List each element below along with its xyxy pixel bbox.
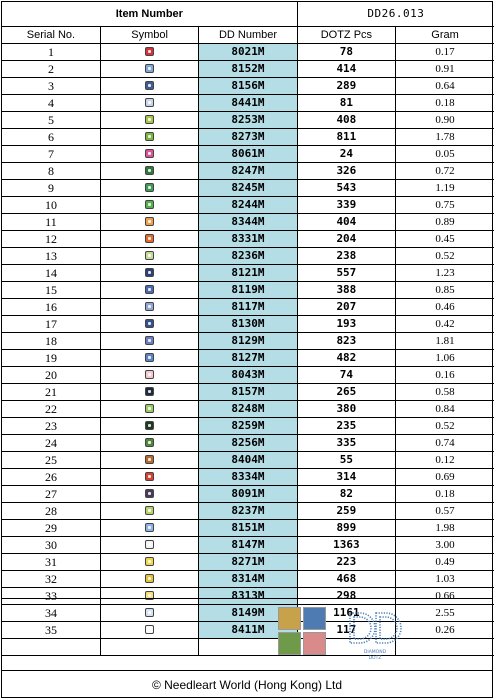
gram-cell: 1.19: [396, 180, 494, 197]
table-row: [2, 571, 494, 588]
dotz-pcs-cell: 326: [297, 163, 395, 180]
color-symbol-icon: [145, 132, 154, 141]
color-symbol-icon: [145, 234, 154, 243]
column-header-serial: Serial No.: [2, 27, 100, 44]
table-row: [2, 452, 494, 469]
table-row: [2, 520, 494, 537]
color-symbol-icon: [145, 438, 154, 447]
color-symbol-icon: [145, 47, 154, 56]
dotz-pcs-cell: 414: [297, 61, 395, 78]
dotz-pcs-cell: 82: [297, 486, 395, 503]
dotz-pcs-cell: 204: [297, 231, 395, 248]
dd-number-cell: 8091M: [199, 486, 297, 503]
serial-number-cell: 32: [2, 571, 100, 588]
dotz-pcs-cell: 557: [297, 265, 395, 282]
table-row: [2, 214, 494, 231]
thumbnail-image: [303, 632, 326, 655]
dotz-pcs-cell: 81: [297, 95, 395, 112]
dd-number-cell: 8411M: [199, 622, 297, 639]
gram-cell: 0.64: [396, 78, 494, 95]
dotz-pcs-cell: 235: [297, 418, 395, 435]
gram-cell: 0.57: [396, 503, 494, 520]
serial-number-cell: 4: [2, 95, 100, 112]
color-chart-table: [2, 2, 494, 656]
gram-cell: 0.49: [396, 554, 494, 571]
serial-number-cell: 8: [2, 163, 100, 180]
dd-number-cell: 8404M: [199, 452, 297, 469]
serial-number-cell: 22: [2, 401, 100, 418]
dotz-pcs-cell: 298: [297, 588, 395, 605]
color-symbol-icon: [145, 251, 154, 260]
symbol-cell: [100, 452, 198, 469]
serial-number-cell: 13: [2, 248, 100, 265]
gram-cell: 1.81: [396, 333, 494, 350]
artwork-thumbnails: [278, 607, 326, 655]
gram-cell: 0.90: [396, 112, 494, 129]
serial-number-cell: 27: [2, 486, 100, 503]
symbol-cell: [100, 571, 198, 588]
color-symbol-icon: [145, 574, 154, 583]
color-chart-sheet: [1, 1, 493, 698]
thumbnail-image: [278, 632, 301, 655]
gram-cell: 0.18: [396, 486, 494, 503]
logo-brand-text: DIAMOND: [363, 650, 387, 655]
dotz-pcs-cell: 335: [297, 435, 395, 452]
symbol-cell: [100, 435, 198, 452]
gram-cell: 0.85: [396, 282, 494, 299]
dd-number-cell: 8247M: [199, 163, 297, 180]
table-row: [2, 61, 494, 78]
dd-number-cell: 8147M: [199, 537, 297, 554]
serial-number-cell: 25: [2, 452, 100, 469]
color-symbol-icon: [145, 183, 154, 192]
dd-number-cell: 8151M: [199, 520, 297, 537]
color-symbol-icon: [145, 353, 154, 362]
color-symbol-icon: [145, 404, 154, 413]
serial-number-cell: 29: [2, 520, 100, 537]
color-symbol-icon: [145, 166, 154, 175]
serial-number-cell: 35: [2, 622, 100, 639]
item-number-value: DD26.013: [297, 2, 494, 27]
dotz-pcs-cell: 289: [297, 78, 395, 95]
dd-number-cell: 8130M: [199, 316, 297, 333]
symbol-cell: [100, 299, 198, 316]
dotz-pcs-cell: 259: [297, 503, 395, 520]
color-symbol-icon: [145, 302, 154, 311]
table-row: [2, 78, 494, 95]
symbol-cell: [100, 350, 198, 367]
table-row: [2, 248, 494, 265]
dd-number-cell: 8127M: [199, 350, 297, 367]
serial-number-cell: 10: [2, 197, 100, 214]
dd-number-cell: 8344M: [199, 214, 297, 231]
gram-cell: 3.00: [396, 537, 494, 554]
serial-number-cell: 28: [2, 503, 100, 520]
dd-number-cell: 8021M: [199, 44, 297, 61]
serial-number-cell: 31: [2, 554, 100, 571]
dd-number-cell: 8313M: [199, 588, 297, 605]
dd-number-cell: 8245M: [199, 180, 297, 197]
logo-area: [2, 598, 492, 671]
symbol-cell: [100, 61, 198, 78]
dotz-pcs-cell: 314: [297, 469, 395, 486]
table-row: [2, 180, 494, 197]
gram-cell: 0.18: [396, 95, 494, 112]
dd-number-cell: 8271M: [199, 554, 297, 571]
dd-number-cell: 8256M: [199, 435, 297, 452]
logo-brand-subtext: DOTZ: [368, 656, 382, 661]
serial-number-cell: 30: [2, 537, 100, 554]
gram-cell: 0.52: [396, 418, 494, 435]
dd-number-cell: 8253M: [199, 112, 297, 129]
table-row: [2, 384, 494, 401]
symbol-cell: [100, 367, 198, 384]
column-header-symbol: Symbol: [100, 27, 198, 44]
gram-cell: 0.66: [396, 588, 494, 605]
dotz-pcs-cell: 408: [297, 112, 395, 129]
dd-number-cell: 8441M: [199, 95, 297, 112]
symbol-cell: [100, 248, 198, 265]
copyright-footer: © Needleart World (Hong Kong) Ltd: [2, 670, 492, 699]
gram-cell: 0.91: [396, 61, 494, 78]
column-header-row: [2, 27, 494, 44]
serial-number-cell: 17: [2, 316, 100, 333]
dotz-pcs-cell: 468: [297, 571, 395, 588]
serial-number-cell: 26: [2, 469, 100, 486]
color-symbol-icon: [145, 336, 154, 345]
table-row: [2, 282, 494, 299]
table-row: [2, 231, 494, 248]
symbol-cell: [100, 418, 198, 435]
gram-cell: 0.75: [396, 197, 494, 214]
dd-number-cell: 8119M: [199, 282, 297, 299]
color-symbol-icon: [145, 506, 154, 515]
serial-number-cell: 11: [2, 214, 100, 231]
dotz-pcs-cell: 543: [297, 180, 395, 197]
dotz-pcs-cell: 193: [297, 316, 395, 333]
symbol-cell: [100, 469, 198, 486]
dotz-pcs-cell: 24: [297, 146, 395, 163]
dd-number-cell: 8156M: [199, 78, 297, 95]
table-row: [2, 554, 494, 571]
gram-cell: 0.74: [396, 435, 494, 452]
dd-number-cell: 8129M: [199, 333, 297, 350]
dotz-pcs-cell: 388: [297, 282, 395, 299]
table-row: [2, 537, 494, 554]
table-row: [2, 44, 494, 61]
dotz-pcs-cell: 380: [297, 401, 395, 418]
table-row: [2, 197, 494, 214]
dd-number-cell: 8237M: [199, 503, 297, 520]
table-row: [2, 350, 494, 367]
gram-cell: 1.23: [396, 265, 494, 282]
color-symbol-icon: [145, 200, 154, 209]
serial-number-cell: 19: [2, 350, 100, 367]
symbol-cell: [100, 282, 198, 299]
symbol-cell: [100, 265, 198, 282]
gram-cell: 1.78: [396, 129, 494, 146]
dotz-pcs-cell: 823: [297, 333, 395, 350]
dd-number-cell: 8334M: [199, 469, 297, 486]
serial-number-cell: 33: [2, 588, 100, 605]
symbol-cell: [100, 78, 198, 95]
thumbnail-image: [303, 607, 326, 630]
color-symbol-icon: [145, 217, 154, 226]
dd-number-cell: 8236M: [199, 248, 297, 265]
table-row: [2, 299, 494, 316]
dd-number-cell: 8061M: [199, 146, 297, 163]
symbol-cell: [100, 146, 198, 163]
serial-number-cell: 18: [2, 333, 100, 350]
serial-number-cell: 7: [2, 146, 100, 163]
color-symbol-icon: [145, 268, 154, 277]
table-row: [2, 486, 494, 503]
dd-number-cell: 8331M: [199, 231, 297, 248]
table-row: [2, 146, 494, 163]
symbol-cell: [100, 503, 198, 520]
symbol-cell: [100, 95, 198, 112]
table-row: [2, 333, 494, 350]
thumbnail-image: [278, 607, 301, 630]
dd-number-cell: 8244M: [199, 197, 297, 214]
dotz-pcs-cell: 223: [297, 554, 395, 571]
dotz-pcs-cell: 404: [297, 214, 395, 231]
table-row: [2, 435, 494, 452]
symbol-cell: [100, 384, 198, 401]
dd-number-cell: 8152M: [199, 61, 297, 78]
serial-number-cell: 1: [2, 44, 100, 61]
gram-cell: 2.55: [396, 605, 494, 622]
symbol-cell: [100, 401, 198, 418]
gram-cell: 1.03: [396, 571, 494, 588]
symbol-cell: [100, 197, 198, 214]
color-symbol-icon: [145, 472, 154, 481]
color-symbol-icon: [145, 421, 154, 430]
color-symbol-icon: [145, 319, 154, 328]
gram-cell: 0.46: [396, 299, 494, 316]
symbol-cell: [100, 129, 198, 146]
symbol-cell: [100, 163, 198, 180]
gram-cell: 0.12: [396, 452, 494, 469]
color-symbol-icon: [145, 370, 154, 379]
symbol-cell: [100, 214, 198, 231]
serial-number-cell: 15: [2, 282, 100, 299]
symbol-cell: [100, 554, 198, 571]
gram-cell: 0.69: [396, 469, 494, 486]
column-header-dotz-pcs: DOTZ Pcs: [297, 27, 395, 44]
gram-cell: 0.89: [396, 214, 494, 231]
gram-cell: 1.06: [396, 350, 494, 367]
item-number-row: [2, 2, 494, 27]
color-symbol-icon: [145, 540, 154, 549]
gram-cell: 0.72: [396, 163, 494, 180]
serial-number-cell: 21: [2, 384, 100, 401]
dotz-pcs-cell: 55: [297, 452, 395, 469]
gram-cell: 0.16: [396, 367, 494, 384]
serial-number-cell: 34: [2, 605, 100, 622]
dd-number-cell: 8248M: [199, 401, 297, 418]
column-header-gram: Gram: [396, 27, 494, 44]
dotz-pcs-cell: 117: [297, 622, 395, 639]
dd-number-cell: 8259M: [199, 418, 297, 435]
dotz-pcs-cell: 811: [297, 129, 395, 146]
dotz-pcs-cell: 339: [297, 197, 395, 214]
gram-cell: 0.05: [396, 146, 494, 163]
color-symbol-icon: [145, 455, 154, 464]
table-row: [2, 469, 494, 486]
symbol-cell: [100, 112, 198, 129]
dd-number-cell: 8273M: [199, 129, 297, 146]
dotz-pcs-cell: 265: [297, 384, 395, 401]
serial-number-cell: 9: [2, 180, 100, 197]
table-row: [2, 112, 494, 129]
gram-cell: 0.42: [396, 316, 494, 333]
dotz-pcs-cell: 1161: [297, 605, 395, 622]
symbol-cell: [100, 44, 198, 61]
gram-cell: 0.52: [396, 248, 494, 265]
gram-cell: 0.84: [396, 401, 494, 418]
dotz-pcs-cell: 74: [297, 367, 395, 384]
table-row: [2, 265, 494, 282]
table-row: [2, 95, 494, 112]
gram-cell: 0.17: [396, 44, 494, 61]
column-header-dd-number: DD Number: [199, 27, 297, 44]
gram-cell: 0.58: [396, 384, 494, 401]
dotz-pcs-cell: 238: [297, 248, 395, 265]
dd-number-cell: 8121M: [199, 265, 297, 282]
dotz-pcs-cell: 78: [297, 44, 395, 61]
symbol-cell: [100, 520, 198, 537]
dd-number-cell: 8157M: [199, 384, 297, 401]
serial-number-cell: 2: [2, 61, 100, 78]
dotz-pcs-cell: 1363: [297, 537, 395, 554]
color-symbol-icon: [145, 115, 154, 124]
color-symbol-icon: [145, 81, 154, 90]
table-row: [2, 503, 494, 520]
serial-number-cell: 23: [2, 418, 100, 435]
serial-number-cell: 6: [2, 129, 100, 146]
dotz-pcs-cell: 482: [297, 350, 395, 367]
symbol-cell: [100, 316, 198, 333]
color-symbol-icon: [145, 149, 154, 158]
dd-number-cell: 8149M: [199, 605, 297, 622]
dotz-pcs-cell: 899: [297, 520, 395, 537]
color-symbol-icon: [145, 387, 154, 396]
item-number-label: Item Number: [2, 2, 297, 27]
color-symbol-icon: [145, 64, 154, 73]
color-symbol-icon: [145, 489, 154, 498]
dd-number-cell: 8117M: [199, 299, 297, 316]
serial-number-cell: 16: [2, 299, 100, 316]
symbol-cell: [100, 180, 198, 197]
dd-number-cell: 8314M: [199, 571, 297, 588]
serial-number-cell: 3: [2, 78, 100, 95]
color-symbol-icon: [145, 523, 154, 532]
table-row: [2, 418, 494, 435]
gram-cell: 0.45: [396, 231, 494, 248]
symbol-cell: [100, 333, 198, 350]
dotz-pcs-cell: 207: [297, 299, 395, 316]
table-row: [2, 367, 494, 384]
gram-cell: 0.26: [396, 622, 494, 639]
diamond-dotz-logo: [340, 607, 410, 663]
table-row: [2, 129, 494, 146]
serial-number-cell: 14: [2, 265, 100, 282]
serial-number-cell: 5: [2, 112, 100, 129]
table-row: [2, 316, 494, 333]
symbol-cell: [100, 486, 198, 503]
table-row: [2, 401, 494, 418]
serial-number-cell: 12: [2, 231, 100, 248]
color-symbol-icon: [145, 285, 154, 294]
table-row: [2, 163, 494, 180]
dd-number-cell: 8043M: [199, 367, 297, 384]
serial-number-cell: 24: [2, 435, 100, 452]
symbol-cell: [100, 231, 198, 248]
color-symbol-icon: [145, 557, 154, 566]
gram-cell: 1.98: [396, 520, 494, 537]
color-chart-body: [2, 2, 494, 656]
symbol-cell: [100, 537, 198, 554]
color-symbol-icon: [145, 98, 154, 107]
serial-number-cell: 20: [2, 367, 100, 384]
